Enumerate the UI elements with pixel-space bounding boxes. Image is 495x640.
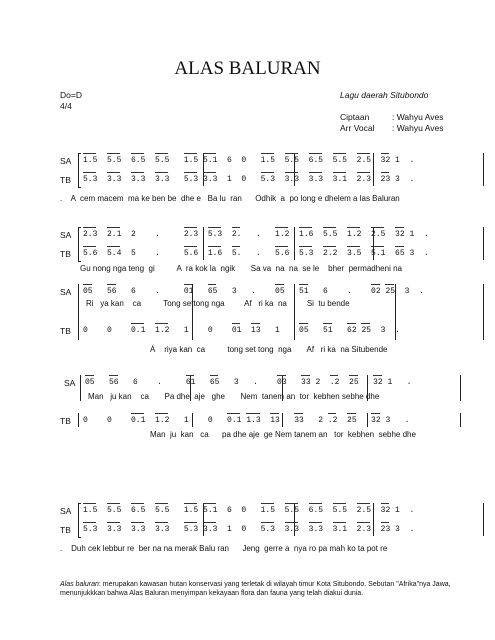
beam-line (275, 246, 288, 247)
beam-line (349, 375, 358, 376)
part-label-tb: TB (60, 525, 71, 535)
barline (78, 284, 79, 340)
beam-line (232, 227, 241, 228)
lyrics-line: . A cem macem ma ke ben be dhe e Ba lu ran Odhik a po long e dhelem a las Baluran (60, 194, 400, 203)
part-label-sa: SA (60, 156, 72, 166)
barline (294, 227, 295, 260)
barline (282, 413, 283, 427)
beam-line (333, 503, 346, 504)
arranger-label: Arr Vocal (340, 123, 375, 133)
beam-line (371, 284, 380, 285)
beam-line (381, 522, 390, 523)
system-bracket (78, 227, 81, 262)
beam-line (333, 153, 346, 154)
beam-line (381, 503, 390, 504)
footnote (60, 580, 480, 598)
beam-line (131, 323, 144, 324)
beam-line (107, 246, 120, 247)
barline (373, 227, 374, 260)
beam-line (131, 413, 144, 414)
beam-line (371, 413, 380, 414)
beam-line (208, 284, 217, 285)
beam-line (299, 284, 308, 285)
beam-line (323, 246, 336, 247)
beam-line (395, 246, 404, 247)
barline (203, 503, 204, 536)
beam-line (261, 503, 274, 504)
part-label-sa: SA (64, 378, 76, 388)
notes-tb: 5.6 5.4 5 . 5.6 1.6 5. . 5.6 5.3 2.2 3.5 5.1 65 3 . (83, 249, 429, 258)
beam-line (361, 323, 370, 324)
barline (373, 503, 374, 536)
beam-line (155, 323, 168, 324)
beam-line (381, 153, 390, 154)
beam-line (301, 375, 310, 376)
beam-line (184, 522, 197, 523)
beam-line (347, 413, 356, 414)
beam-line (347, 323, 356, 324)
beam-line (309, 153, 322, 154)
barline (192, 284, 193, 340)
beam-line (285, 503, 298, 504)
notes-sa: 1.5 5.5 6.5 5.5 1.5 5.1 6 0 1.5 5.5 6.5 5.5 2.5 32 1 . (83, 156, 415, 165)
beam-line (85, 375, 94, 376)
footnote-text: : merupakan kawasan hutan konservasi yang terletak di wilayah timur Kota Situbondo. Sebutan "Afrika"nya Jawa, menunjukkkan bahwa Alas Baluran menyimpan kekayaan flora dan fauna yang telah diakui dunia. (60, 581, 451, 597)
beam-line (107, 172, 120, 173)
barline (203, 153, 204, 186)
beam-line (107, 153, 120, 154)
part-label-tb: TB (60, 326, 71, 336)
notes-sa: 1.5 5.5 6.5 5.5 1.5 5.1 6 0 1.5 5.5 6.5 5.5 2.5 32 1 . (83, 506, 415, 515)
beam-line (275, 284, 284, 285)
lyrics-line: Man ju kan ca pa dhe aje ge Nem tanem an tor kebhen sebhe dhe (150, 430, 416, 439)
barline (294, 153, 295, 186)
beam-line (323, 227, 336, 228)
beam-line (232, 323, 241, 324)
song-title: ALAS BALURAN (174, 58, 321, 79)
time-signature: 4/4 (60, 101, 72, 111)
beam-line (309, 522, 322, 523)
beam-line (107, 503, 120, 504)
beam-line (131, 153, 144, 154)
beam-line (261, 522, 274, 523)
beam-line (270, 413, 279, 414)
beam-line (83, 284, 92, 285)
beam-line (203, 172, 216, 173)
beam-line (107, 284, 116, 285)
beam-line (333, 522, 346, 523)
barline (373, 153, 374, 186)
beam-line (299, 246, 312, 247)
system-bracket (78, 153, 81, 188)
beam-line (155, 413, 168, 414)
barline (294, 503, 295, 536)
beam-line (184, 227, 197, 228)
part-label-sa: SA (60, 506, 72, 516)
barline (460, 413, 461, 427)
notes-sa: 05 56 6 . 01 65 3 . 05 51 6 . 02 25 3 . (83, 287, 424, 296)
beam-line (107, 522, 120, 523)
barline (483, 227, 484, 260)
lyrics-line-upper: Man ju kan ca Pa dhe aje ghe Nem tanem an tor kebhen sebhe dhe (88, 392, 380, 401)
notes-tb: 5.3 3.3 3.3 3.3 5.3 3.3 1 0 5.3 3.3 3.3 3.1 2.3 23 3 . (83, 525, 415, 534)
beam-line (261, 172, 274, 173)
beam-line (131, 172, 144, 173)
beam-line (285, 172, 298, 173)
beam-line (184, 284, 193, 285)
lyrics-line: . Duh cek lebbur re ber na na merak Balu ran Jeng gerre a nya ro pa mah ko ta pot re (60, 544, 388, 553)
barline (294, 284, 295, 340)
beam-line (357, 172, 370, 173)
key-signature: Do=D (60, 90, 82, 100)
lyrics-line: Gu nong nga teng gi A ra kok la ngik Sa va na na se le bher permadheni na (80, 264, 402, 273)
arranger-name: : Wahyu Aves (392, 123, 444, 133)
beam-line (395, 227, 404, 228)
beam-line (309, 172, 322, 173)
footnote-term: Alas baluran (60, 581, 99, 588)
beam-line (184, 153, 197, 154)
beam-line (371, 246, 384, 247)
lyrics-line: Á riya kan ca tong set tong nga Af ri ka na Situbende (150, 345, 388, 354)
beam-line (184, 246, 197, 247)
lyrics-line-upper: Ri ya kan ca Tong settong nga Af ri ka na Si tu bende (86, 299, 350, 308)
beam-line (347, 227, 360, 228)
beam-line (330, 375, 339, 376)
beam-line (203, 503, 216, 504)
barline (190, 375, 191, 401)
barline (483, 503, 484, 536)
barline (367, 375, 368, 401)
beam-line (277, 375, 286, 376)
beam-line (184, 172, 197, 173)
beam-line (385, 284, 394, 285)
beam-line (131, 503, 144, 504)
beam-line (347, 246, 360, 247)
beam-line (83, 227, 96, 228)
barline (203, 227, 204, 260)
beam-line (203, 522, 216, 523)
notes-tb: 0 0 0.1 1.2 1 0 01 13 1 05 51 62 25 3 . (83, 326, 400, 335)
beam-line (381, 172, 390, 173)
beam-line (155, 522, 168, 523)
barline (78, 413, 79, 427)
beam-line (184, 503, 197, 504)
song-origin: Lagu daerah Situbondo (340, 90, 429, 100)
beam-line (309, 503, 322, 504)
part-label-tb: TB (60, 175, 71, 185)
part-label-tb: TB (60, 416, 71, 426)
barline (282, 375, 283, 401)
beam-line (373, 375, 382, 376)
part-label-sa: SA (60, 230, 72, 240)
beam-line (203, 153, 216, 154)
beam-line (275, 227, 288, 228)
beam-line (83, 246, 96, 247)
barline (192, 413, 193, 427)
composer-name: : Wahyu Aves (392, 112, 444, 122)
barline (460, 375, 461, 401)
beam-line (210, 375, 219, 376)
notes-tb: 0 0 0.1 1.2 1 0 0.1 1.3 13 33 2 .2 25 32 3 . (83, 416, 410, 425)
beam-line (371, 227, 384, 228)
beam-line (299, 323, 308, 324)
beam-line (186, 375, 195, 376)
beam-line (333, 172, 346, 173)
beam-line (83, 153, 96, 154)
beam-line (285, 522, 298, 523)
beam-line (83, 503, 96, 504)
beam-line (208, 227, 221, 228)
beam-line (131, 522, 144, 523)
beam-line (285, 153, 298, 154)
beam-line (328, 413, 337, 414)
beam-line (357, 522, 370, 523)
part-label-sa: SA (60, 287, 72, 297)
beam-line (155, 503, 168, 504)
beam-line (107, 227, 120, 228)
barline (483, 284, 484, 340)
beam-line (208, 246, 221, 247)
beam-line (155, 172, 168, 173)
system-bracket (78, 503, 81, 538)
barline (367, 413, 368, 427)
notes-tb: 5.3 3.3 3.3 3.3 5.3 3.3 1 0 5.3 3.3 3.3 3.1 2.3 23 3 . (83, 175, 415, 184)
beam-line (155, 153, 168, 154)
beam-line (246, 413, 259, 414)
barline (395, 284, 396, 340)
beam-line (227, 413, 240, 414)
barline (80, 375, 81, 401)
notes-sa: 2.3 2.1 2 . 2.3 5.3 2. . 1.2 1.6 5.5 1.2 2.5 32 1 . (83, 230, 429, 239)
notes-sa: 05 56 6 . 61 65 3 . 03 33 2 .2 25 32 1 . (85, 378, 412, 387)
beam-line (357, 153, 370, 154)
beam-line (299, 227, 312, 228)
beam-line (83, 172, 96, 173)
beam-line (294, 413, 303, 414)
beam-line (357, 503, 370, 504)
barline (483, 153, 484, 186)
beam-line (232, 246, 241, 247)
beam-line (83, 522, 96, 523)
beam-line (109, 375, 118, 376)
beam-line (251, 323, 260, 324)
part-label-tb: TB (60, 249, 71, 259)
composer-label: Ciptaan (340, 112, 370, 122)
beam-line (323, 323, 332, 324)
beam-line (261, 153, 274, 154)
